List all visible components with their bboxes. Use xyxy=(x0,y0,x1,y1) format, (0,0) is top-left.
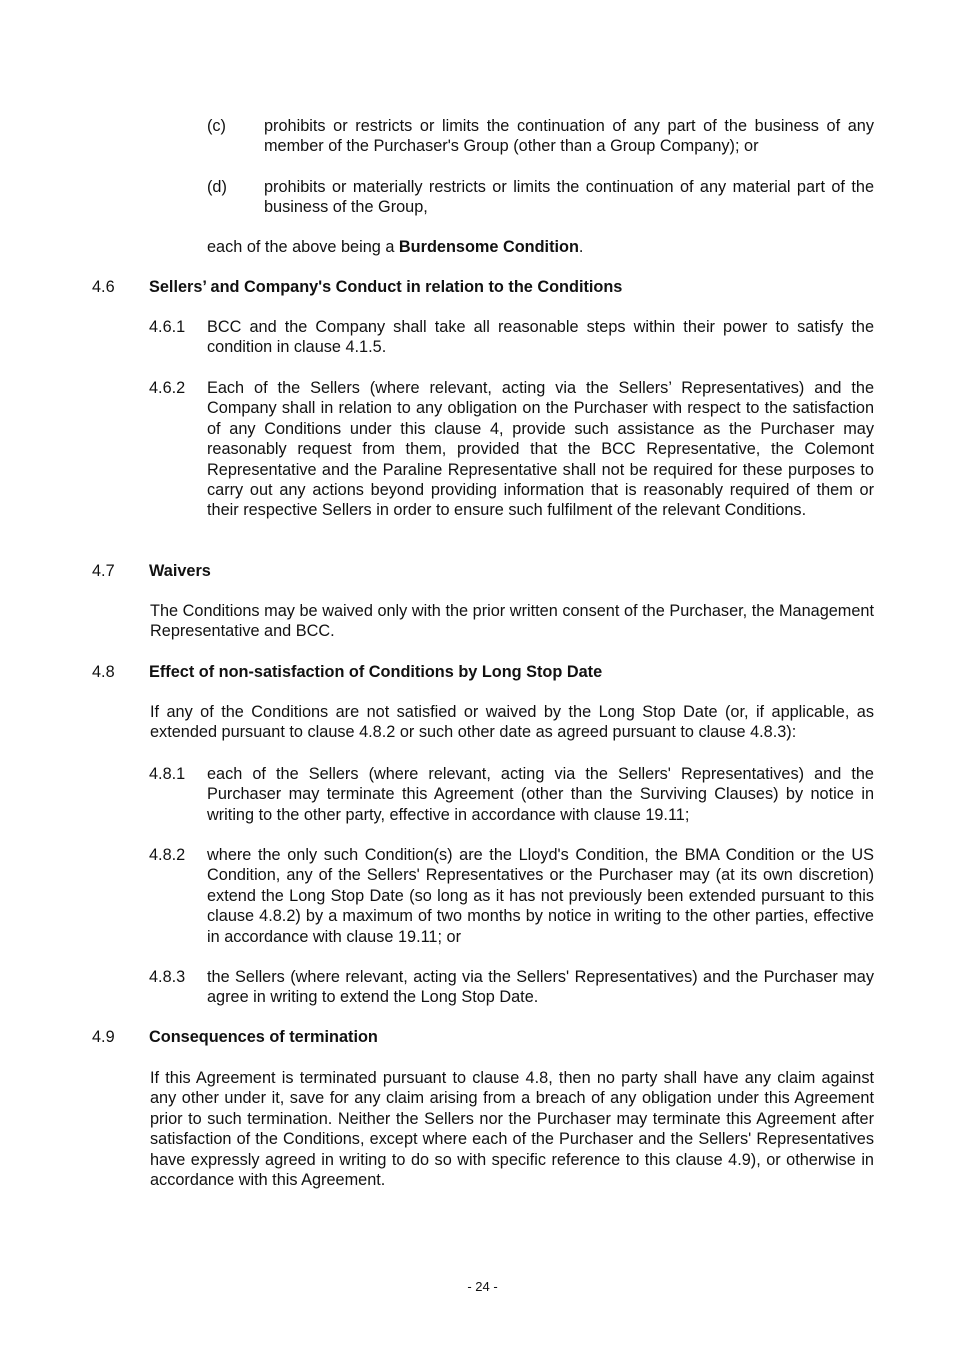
page-number: - 24 - xyxy=(467,1279,498,1294)
burdensome-definition: each of the above being a Burdensome Condition. xyxy=(207,238,584,256)
clause-number: 4.8.2 xyxy=(149,846,186,864)
section-number: 4.9 xyxy=(92,1028,115,1046)
clause-text: BCC and the Company shall take all reasonable steps within their power to satisfy the condition in clause 4.1.5. xyxy=(207,318,874,357)
clause-text: the Sellers (where relevant, acting via the Sellers' Representatives) and the Purchaser may agree in writing to extend the Long Stop Date. xyxy=(207,968,874,1007)
clause-4-8-3 xyxy=(149,967,874,1008)
section-number: 4.7 xyxy=(92,562,115,580)
item-label: (c) xyxy=(207,117,226,135)
clause-number: 4.8.3 xyxy=(149,968,186,986)
section-4-9-body: If this Agreement is terminated pursuant to clause 4.8, then no party shall have any claim against any other under it, save for any claim arising from a breach of any obligation under this Agreement prior to such termination. Neither the Sellers nor the Purchaser may terminate this Agreement after satisfaction of the Conditions, except where each of the Purchaser and the Sellers' Representatives have expressly agreed in writing to do so with specific reference to this clause 4.9), or otherwise in accordance with this Agreement. xyxy=(150,1069,874,1190)
clause-text: where the only such Condition(s) are the Lloyd's Condition, the BMA Condition or the US Condition, any of the Sellers' Representatives or the Purchaser may (at its own discretion) extend the Long Stop Date (so long as it has not previously been extended pursuant to this clause 4.8.2) by a maximum of two months by notice in writing to the other parties, effective in accordance with clause 19.11; or xyxy=(207,846,874,946)
defined-term: Burdensome Condition xyxy=(398,238,579,256)
item-text: prohibits or materially restricts or limits the continuation of any material part of the business of the Group, xyxy=(264,178,874,217)
clause-number: 4.6.1 xyxy=(149,318,186,336)
section-4-7-body: The Conditions may be waived only with the prior written consent of the Purchaser, the Management Representative and BCC. xyxy=(150,602,874,641)
list-item-c xyxy=(207,116,874,157)
clause-text: Each of the Sellers (where relevant, acting via the Sellers’ Representatives) and the Company shall in relation to any obligation on the Purchaser with respect to the satisfaction of any Conditions under this clause 4, provide such assistance as the Purchaser may reasonably request from them, provided that the BCC Representative, the Colemont Representative and the Paraline Representative shall not be required for these purposes to carry out any actions beyond providing information that is reasonably required of them or their respective Sellers in order to ensure such fulfilment of the relevant Conditions. xyxy=(207,379,874,520)
list-item-d xyxy=(207,177,874,218)
item-text: prohibits or restricts or limits the continuation of any part of the business of any member of the Purchaser's Group (other than a Group Company); or xyxy=(264,117,874,156)
section-number: 4.6 xyxy=(92,278,115,296)
section-title: Sellers’ and Company's Conduct in relation to the Conditions xyxy=(149,278,623,296)
item-label: (d) xyxy=(207,178,227,196)
section-number: 4.8 xyxy=(92,663,115,681)
clause-number: 4.8.1 xyxy=(149,765,186,783)
clause-4-8-1 xyxy=(149,764,874,825)
section-title: Effect of non-satisfaction of Conditions by Long Stop Date xyxy=(149,663,603,681)
clause-text: each of the Sellers (where relevant, acting via the Sellers' Representatives) and the Purchaser may terminate this Agreement (other than the Surviving Clauses) by notice in writing to the other party, effective in accordance with clause 19.11; xyxy=(207,765,874,824)
clause-4-6-2 xyxy=(149,378,874,521)
section-title: Consequences of termination xyxy=(149,1028,378,1046)
section-4-8-body: If any of the Conditions are not satisfied or waived by the Long Stop Date (or, if applicable, as extended pursuant to clause 4.8.2 or such other date as agreed pursuant to clause 4.8.3): xyxy=(150,703,874,742)
clause-number: 4.6.2 xyxy=(149,379,186,397)
section-title: Waivers xyxy=(149,562,211,580)
clause-4-8-2 xyxy=(149,845,874,947)
clause-4-6-1 xyxy=(149,317,874,358)
